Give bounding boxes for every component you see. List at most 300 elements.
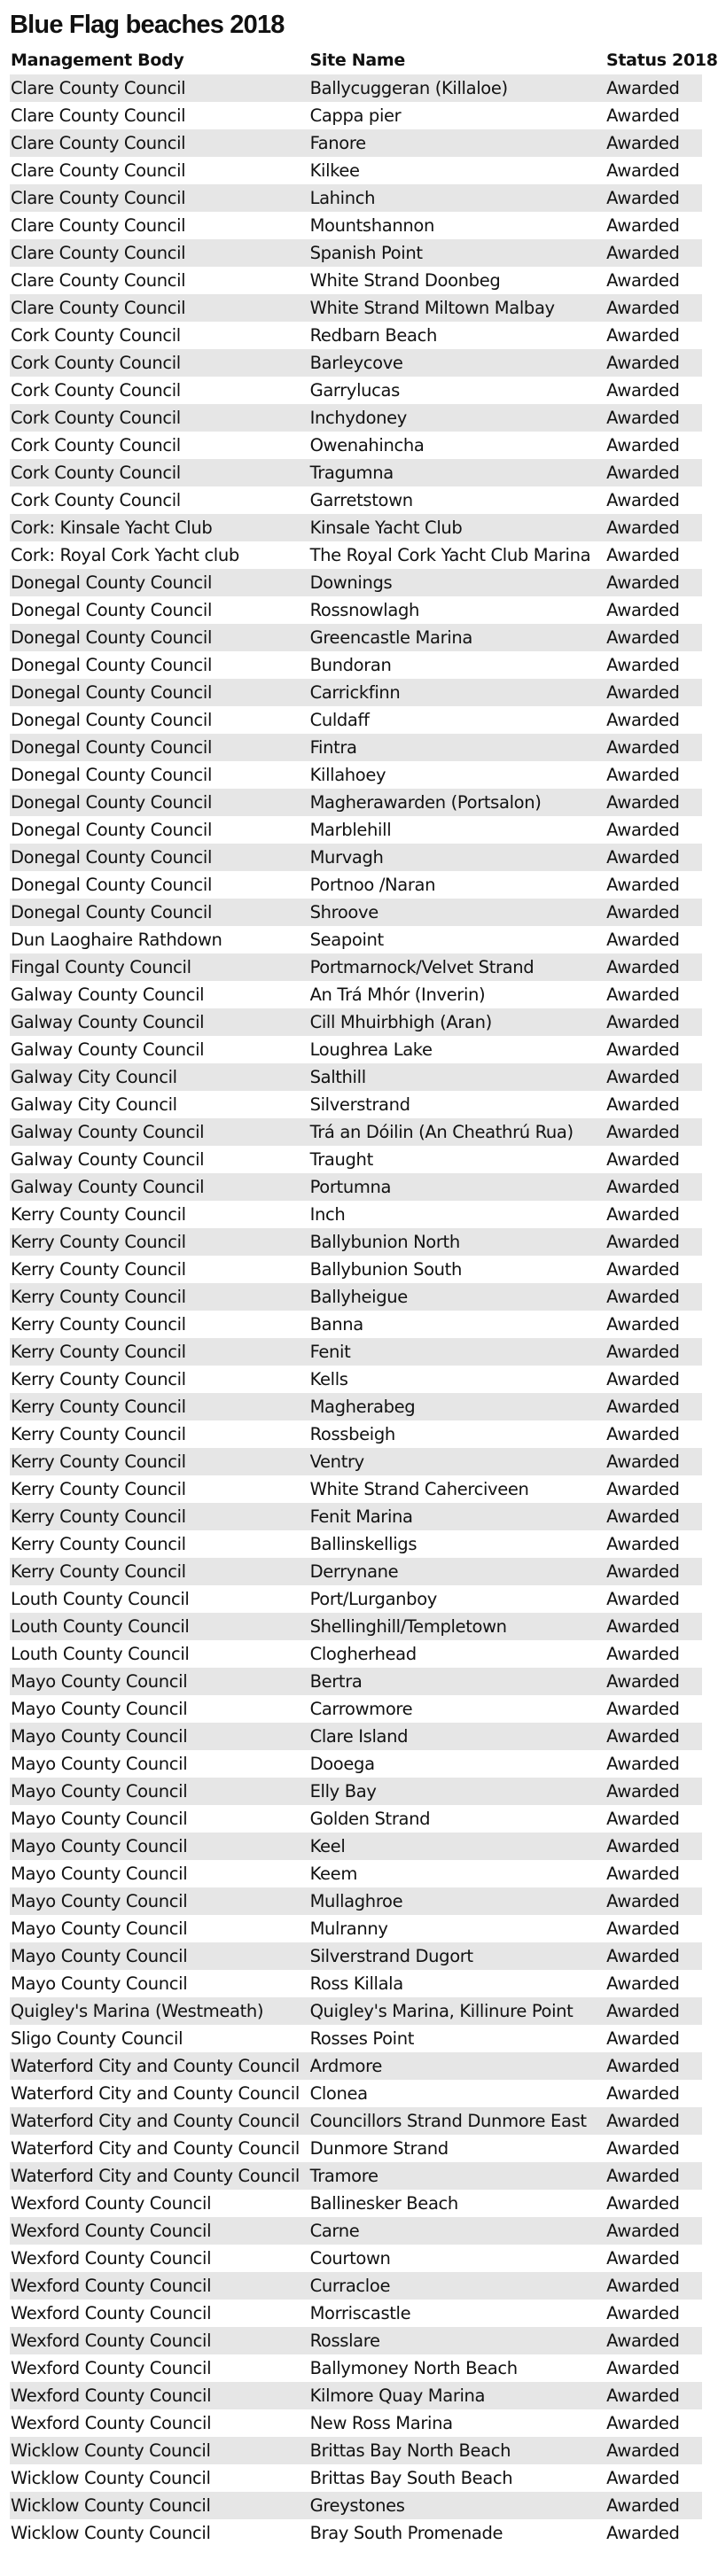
cell-management-body: Galway County Council: [11, 1039, 205, 1060]
table-row: [10, 2382, 702, 2409]
table-row: [10, 734, 702, 761]
cell-site-name: Killahoey: [309, 765, 386, 785]
cell-status: Awarded: [606, 1864, 680, 1884]
cell-site-name: Rossbeigh: [309, 1424, 395, 1444]
table-row: [10, 1997, 702, 2025]
cell-site-name: Rosslare: [309, 2331, 380, 2351]
cell-management-body: Cork County Council: [11, 325, 181, 346]
cell-management-body: Donegal County Council: [11, 710, 213, 730]
cell-status: Awarded: [606, 710, 680, 730]
table-row: [10, 1283, 702, 1311]
table-row: [10, 1366, 702, 1393]
cell-status: Awarded: [606, 160, 680, 181]
cell-status: Awarded: [606, 1644, 680, 1664]
header-status: Status 2018: [606, 51, 718, 70]
cell-management-body: Kerry County Council: [11, 1369, 186, 1389]
table-row: [10, 1833, 702, 1860]
cell-site-name: Fenit Marina: [309, 1506, 413, 1527]
table-row: [10, 789, 702, 816]
table-row: [10, 267, 702, 294]
table-row: [10, 322, 702, 349]
cell-site-name: Dunmore Strand: [309, 2138, 449, 2159]
cell-site-name: Mullaghroe: [309, 1891, 403, 1911]
table-row: [10, 899, 702, 926]
cell-management-body: Wexford County Council: [11, 2331, 212, 2351]
cell-site-name: Loughrea Lake: [309, 1039, 433, 1060]
cell-management-body: Kerry County Council: [11, 1561, 186, 1582]
cell-site-name: Greencastle Marina: [309, 627, 472, 648]
cell-status: Awarded: [606, 2056, 680, 2076]
cell-status: Awarded: [606, 2138, 680, 2159]
cell-site-name: Barleycove: [309, 353, 403, 373]
cell-site-name: Seapoint: [309, 930, 384, 950]
cell-management-body: Kerry County Council: [11, 1479, 186, 1499]
cell-management-body: Wexford County Council: [11, 2413, 212, 2433]
cell-management-body: Wexford County Council: [11, 2193, 212, 2214]
cell-management-body: Kerry County Council: [11, 1204, 186, 1225]
table-row: [10, 816, 702, 844]
cell-management-body: Waterford City and County Council: [11, 2111, 300, 2131]
table-row: [10, 1008, 702, 1036]
cell-site-name: Banna: [309, 1314, 363, 1335]
cell-management-body: Louth County Council: [11, 1644, 190, 1664]
cell-management-body: Kerry County Council: [11, 1424, 186, 1444]
cell-status: Awarded: [606, 545, 680, 565]
cell-site-name: Murvagh: [309, 847, 384, 868]
cell-status: Awarded: [606, 1259, 680, 1280]
cell-status: Awarded: [606, 408, 680, 428]
table-row: [10, 184, 702, 212]
table-row: [10, 1558, 702, 1585]
table-row: [10, 1860, 702, 1887]
cell-management-body: Donegal County Council: [11, 572, 213, 593]
cell-management-body: Waterford City and County Council: [11, 2083, 300, 2104]
cell-management-body: Wexford County Council: [11, 2358, 212, 2378]
cell-site-name: Ballinesker Beach: [309, 2193, 458, 2214]
cell-site-name: Silverstrand Dugort: [309, 1946, 473, 1966]
table-row: [10, 432, 702, 459]
cell-management-body: Wicklow County Council: [11, 2523, 211, 2543]
cell-status: Awarded: [606, 2495, 680, 2516]
cell-site-name: Keem: [309, 1864, 357, 1884]
cell-site-name: Elly Bay: [309, 1781, 377, 1802]
cell-status: Awarded: [606, 1451, 680, 1472]
cell-management-body: Louth County Council: [11, 1616, 190, 1637]
cell-site-name: The Royal Cork Yacht Club Marina: [309, 545, 591, 565]
cell-site-name: Spanish Point: [309, 243, 423, 263]
cell-site-name: Downings: [309, 572, 393, 593]
table-row: [10, 624, 702, 651]
cell-site-name: Clogherhead: [309, 1644, 417, 1664]
cell-management-body: Kerry County Council: [11, 1534, 186, 1554]
cell-site-name: Morriscastle: [309, 2303, 411, 2323]
cell-status: Awarded: [606, 1232, 680, 1252]
cell-status: Awarded: [606, 1506, 680, 1527]
cell-status: Awarded: [606, 1039, 680, 1060]
cell-status: Awarded: [606, 2001, 680, 2021]
cell-site-name: Trá an Dóilin (An Cheathrú Rua): [309, 1122, 574, 1142]
cell-management-body: Waterford City and County Council: [11, 2056, 300, 2076]
table-row: [10, 1036, 702, 1063]
cell-management-body: Donegal County Council: [11, 737, 213, 758]
cell-management-body: Kerry County Council: [11, 1287, 186, 1307]
cell-status: Awarded: [606, 2248, 680, 2269]
table-row: [10, 2519, 702, 2547]
cell-management-body: Cork County Council: [11, 408, 181, 428]
cell-status: Awarded: [606, 1204, 680, 1225]
cell-site-name: Redbarn Beach: [309, 325, 438, 346]
cell-management-body: Sligo County Council: [11, 2028, 183, 2049]
table-row: [10, 2025, 702, 2052]
cell-management-body: Mayo County Council: [11, 1946, 188, 1966]
cell-management-body: Galway City Council: [11, 1094, 177, 1115]
cell-status: Awarded: [606, 2221, 680, 2241]
cell-site-name: Quigley's Marina, Killinure Point: [309, 2001, 574, 2021]
table-row: [10, 1338, 702, 1366]
cell-management-body: Donegal County Council: [11, 820, 213, 840]
cell-status: Awarded: [606, 435, 680, 455]
table-row: [10, 981, 702, 1008]
cell-status: Awarded: [606, 215, 680, 236]
cell-site-name: Garrylucas: [309, 380, 400, 401]
cell-site-name: Lahinch: [309, 188, 376, 208]
cell-status: Awarded: [606, 243, 680, 263]
cell-status: Awarded: [606, 655, 680, 675]
cell-site-name: Bertra: [309, 1671, 363, 1692]
table-row: [10, 1585, 702, 1613]
cell-status: Awarded: [606, 875, 680, 895]
cell-management-body: Donegal County Council: [11, 792, 213, 813]
cell-status: Awarded: [606, 1122, 680, 1142]
cell-status: Awarded: [606, 902, 680, 922]
table-row: [10, 541, 702, 569]
cell-status: Awarded: [606, 737, 680, 758]
cell-site-name: New Ross Marina: [309, 2413, 453, 2433]
table-row: [10, 2135, 702, 2162]
cell-site-name: Garretstown: [309, 490, 413, 510]
cell-management-body: Clare County Council: [11, 298, 186, 318]
cell-site-name: Ardmore: [309, 2056, 383, 2076]
cell-status: Awarded: [606, 2468, 680, 2488]
cell-status: Awarded: [606, 353, 680, 373]
cell-site-name: Marblehill: [309, 820, 392, 840]
table-row: [10, 1970, 702, 1997]
cell-status: Awarded: [606, 1397, 680, 1417]
cell-site-name: Curracloe: [309, 2276, 391, 2296]
cell-management-body: Waterford City and County Council: [11, 2138, 300, 2159]
cell-management-body: Cork County Council: [11, 463, 181, 483]
table-row: [10, 2107, 702, 2135]
cell-management-body: Mayo County Council: [11, 1973, 188, 1994]
cell-management-body: Kerry County Council: [11, 1397, 186, 1417]
table-row: [10, 1887, 702, 1915]
cell-site-name: Golden Strand: [309, 1809, 431, 1829]
cell-management-body: Wexford County Council: [11, 2276, 212, 2296]
cell-status: Awarded: [606, 1067, 680, 1087]
cell-status: Awarded: [606, 1287, 680, 1307]
cell-status: Awarded: [606, 1973, 680, 1994]
header-management-body: Management Body: [11, 51, 184, 70]
cell-status: Awarded: [606, 847, 680, 868]
table-row: [10, 1393, 702, 1420]
table-row: [10, 2492, 702, 2519]
cell-status: Awarded: [606, 133, 680, 153]
cell-status: Awarded: [606, 490, 680, 510]
cell-status: Awarded: [606, 572, 680, 593]
table-row: [10, 1503, 702, 1530]
table-row: [10, 2464, 702, 2492]
cell-status: Awarded: [606, 1177, 680, 1197]
table-row: [10, 1201, 702, 1228]
table-row: [10, 2245, 702, 2272]
header-site-name: Site Name: [309, 51, 405, 70]
cell-management-body: Cork County Council: [11, 380, 181, 401]
cell-status: Awarded: [606, 930, 680, 950]
cell-management-body: Waterford City and County Council: [11, 2166, 300, 2186]
cell-status: Awarded: [606, 682, 680, 703]
cell-management-body: Donegal County Council: [11, 875, 213, 895]
table-row: [10, 212, 702, 239]
table-row: [10, 1475, 702, 1503]
table-row: [10, 679, 702, 706]
cell-status: Awarded: [606, 957, 680, 977]
cell-management-body: Wexford County Council: [11, 2248, 212, 2269]
cell-site-name: Inch: [309, 1204, 346, 1225]
cell-management-body: Mayo County Council: [11, 1699, 188, 1719]
cell-status: Awarded: [606, 463, 680, 483]
cell-site-name: Ballycuggeran (Killaloe): [309, 78, 508, 98]
cell-site-name: Ballyheigue: [309, 1287, 408, 1307]
cell-management-body: Clare County Council: [11, 78, 186, 98]
cell-site-name: Rossnowlagh: [309, 600, 419, 620]
cell-site-name: Kells: [309, 1369, 348, 1389]
cell-status: Awarded: [606, 2331, 680, 2351]
cell-status: Awarded: [606, 1561, 680, 1582]
table-row: [10, 2080, 702, 2107]
cell-site-name: Portumna: [309, 1177, 392, 1197]
cell-status: Awarded: [606, 1369, 680, 1389]
cell-management-body: Mayo County Council: [11, 1726, 188, 1747]
cell-site-name: Kinsale Yacht Club: [309, 518, 463, 538]
cell-management-body: Mayo County Council: [11, 1891, 188, 1911]
cell-management-body: Quigley's Marina (Westmeath): [11, 2001, 264, 2021]
cell-management-body: Galway City Council: [11, 1067, 177, 1087]
cell-site-name: Mulranny: [309, 1918, 388, 1939]
cell-status: Awarded: [606, 78, 680, 98]
cell-status: Awarded: [606, 792, 680, 813]
cell-site-name: Ballinskelligs: [309, 1534, 418, 1554]
cell-site-name: Mountshannon: [309, 215, 434, 236]
cell-management-body: Kerry County Council: [11, 1259, 186, 1280]
cell-site-name: Ballybunion North: [309, 1232, 460, 1252]
cell-status: Awarded: [606, 1809, 680, 1829]
table-row: [10, 2327, 702, 2354]
cell-site-name: Salthill: [309, 1067, 366, 1087]
cell-status: Awarded: [606, 188, 680, 208]
cell-site-name: Ventry: [309, 1451, 364, 1472]
table-row: [10, 157, 702, 184]
cell-management-body: Cork County Council: [11, 490, 181, 510]
cell-site-name: Ballybunion South: [309, 1259, 462, 1280]
table-row: [10, 2052, 702, 2080]
table-row: [10, 2162, 702, 2190]
cell-site-name: Carrickfinn: [309, 682, 401, 703]
cell-site-name: Portmarnock/Velvet Strand: [309, 957, 535, 977]
cell-management-body: Clare County Council: [11, 270, 186, 291]
cell-management-body: Clare County Council: [11, 105, 186, 126]
table-row: [10, 1173, 702, 1201]
cell-management-body: Cork: Royal Cork Yacht club: [11, 545, 239, 565]
cell-management-body: Louth County Council: [11, 1589, 190, 1609]
table-row: [10, 2272, 702, 2300]
table-row: [10, 1915, 702, 1942]
table-row: [10, 377, 702, 404]
cell-site-name: Fanore: [309, 133, 366, 153]
cell-site-name: Carrowmore: [309, 1699, 413, 1719]
cell-status: Awarded: [606, 1946, 680, 1966]
cell-site-name: Councillors Strand Dunmore East: [309, 2111, 587, 2131]
cell-management-body: Mayo County Council: [11, 1781, 188, 1802]
table-row: [10, 1723, 702, 1750]
cell-management-body: Donegal County Council: [11, 600, 213, 620]
cell-status: Awarded: [606, 820, 680, 840]
table-row: [10, 1118, 702, 1146]
table-row: [10, 2190, 702, 2217]
table-row: [10, 1091, 702, 1118]
cell-site-name: Inchydoney: [309, 408, 407, 428]
cell-status: Awarded: [606, 765, 680, 785]
cell-status: Awarded: [606, 1094, 680, 1115]
cell-status: Awarded: [606, 2358, 680, 2378]
page-title: Blue Flag beaches 2018: [10, 11, 285, 39]
table-row: [10, 74, 702, 102]
table-row: [10, 1805, 702, 1833]
table-row: [10, 1942, 702, 1970]
table-row: [10, 953, 702, 981]
cell-site-name: Carne: [309, 2221, 360, 2241]
cell-status: Awarded: [606, 2440, 680, 2461]
table-row: [10, 1256, 702, 1283]
cell-management-body: Galway County Council: [11, 984, 205, 1005]
cell-site-name: Kilkee: [309, 160, 360, 181]
cell-site-name: Bray South Promenade: [309, 2523, 503, 2543]
table-row: [10, 1448, 702, 1475]
cell-management-body: Wexford County Council: [11, 2385, 212, 2406]
cell-status: Awarded: [606, 984, 680, 1005]
cell-status: Awarded: [606, 1342, 680, 1362]
table-row: [10, 1311, 702, 1338]
cell-site-name: Tragumna: [309, 463, 394, 483]
table-row: [10, 761, 702, 789]
cell-site-name: Brittas Bay North Beach: [309, 2440, 511, 2461]
cell-management-body: Wexford County Council: [11, 2303, 212, 2323]
table-body: [10, 74, 702, 2547]
cell-management-body: Wicklow County Council: [11, 2468, 211, 2488]
table-row: [10, 596, 702, 624]
cell-status: Awarded: [606, 298, 680, 318]
cell-management-body: Kerry County Council: [11, 1506, 186, 1527]
cell-management-body: Donegal County Council: [11, 682, 213, 703]
cell-site-name: Ballymoney North Beach: [309, 2358, 518, 2378]
table-row: [10, 404, 702, 432]
cell-management-body: Cork County Council: [11, 435, 181, 455]
cell-management-body: Galway County Council: [11, 1177, 205, 1197]
cell-management-body: Galway County Council: [11, 1012, 205, 1032]
cell-status: Awarded: [606, 325, 680, 346]
cell-management-body: Kerry County Council: [11, 1342, 186, 1362]
cell-management-body: Mayo County Council: [11, 1836, 188, 1856]
cell-site-name: Cappa pier: [309, 105, 402, 126]
cell-management-body: Fingal County Council: [11, 957, 191, 977]
table-row: [10, 1750, 702, 1778]
cell-site-name: Traught: [309, 1149, 373, 1170]
cell-status: Awarded: [606, 2385, 680, 2406]
cell-status: Awarded: [606, 1699, 680, 1719]
cell-status: Awarded: [606, 2028, 680, 2049]
cell-site-name: Fintra: [309, 737, 357, 758]
cell-site-name: Culdaff: [309, 710, 370, 730]
cell-management-body: Donegal County Council: [11, 655, 213, 675]
cell-site-name: Silverstrand: [309, 1094, 410, 1115]
cell-status: Awarded: [606, 1534, 680, 1554]
table-row: [10, 349, 702, 377]
table-row: [10, 1668, 702, 1695]
cell-status: Awarded: [606, 2276, 680, 2296]
table-row: [10, 926, 702, 953]
cell-management-body: Mayo County Council: [11, 1918, 188, 1939]
cell-site-name: White Strand Miltown Malbay: [309, 298, 555, 318]
table-row: [10, 569, 702, 596]
cell-management-body: Donegal County Council: [11, 847, 213, 868]
cell-management-body: Donegal County Council: [11, 627, 213, 648]
cell-status: Awarded: [606, 518, 680, 538]
cell-status: Awarded: [606, 1781, 680, 1802]
table-row: [10, 1613, 702, 1640]
cell-site-name: Shellinghill/Templetown: [309, 1616, 507, 1637]
cell-site-name: Dooega: [309, 1754, 375, 1774]
table-row: [10, 1640, 702, 1668]
cell-site-name: An Trá Mhór (Inverin): [309, 984, 486, 1005]
cell-status: Awarded: [606, 1918, 680, 1939]
cell-site-name: Brittas Bay South Beach: [309, 2468, 513, 2488]
cell-site-name: Owenahincha: [309, 435, 425, 455]
cell-status: Awarded: [606, 2083, 680, 2104]
cell-management-body: Clare County Council: [11, 188, 186, 208]
cell-status: Awarded: [606, 1754, 680, 1774]
cell-status: Awarded: [606, 1424, 680, 1444]
table-row: [10, 459, 702, 486]
cell-site-name: Greystones: [309, 2495, 405, 2516]
cell-status: Awarded: [606, 1012, 680, 1032]
cell-site-name: Port/Lurganboy: [309, 1589, 437, 1609]
cell-site-name: White Strand Caherciveen: [309, 1479, 529, 1499]
table-header: [10, 46, 718, 74]
cell-site-name: Portnoo /Naran: [309, 875, 436, 895]
table-row: [10, 129, 702, 157]
table-row: [10, 486, 702, 514]
cell-management-body: Wicklow County Council: [11, 2495, 211, 2516]
table-row: [10, 1420, 702, 1448]
cell-status: Awarded: [606, 2166, 680, 2186]
table-row: [10, 871, 702, 899]
cell-management-body: Mayo County Council: [11, 1864, 188, 1884]
cell-site-name: Keel: [309, 1836, 346, 1856]
cell-management-body: Donegal County Council: [11, 902, 213, 922]
table-row: [10, 2300, 702, 2327]
table-row: [10, 2437, 702, 2464]
table-row: [10, 1228, 702, 1256]
cell-site-name: Clare Island: [309, 1726, 409, 1747]
